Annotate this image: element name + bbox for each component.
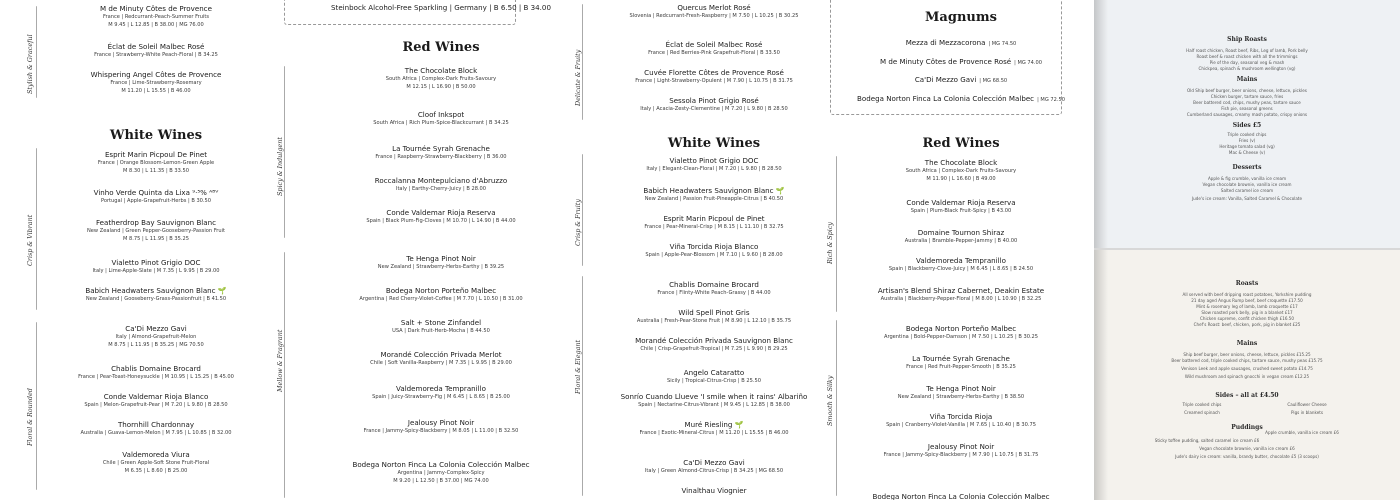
food-menu-sheet [1094,0,1400,248]
wine-price: M 8.75 | L 11.95 | B 35.25 [123,236,189,243]
wine-name: Viña Torcida Rioja [929,412,993,421]
food-menu-line: Slow roasted pork belly, pig in a blanket £17 [1201,310,1293,315]
wine-name: Vialetto Pinot Grigio DOC [669,156,759,165]
food-menu-line: Chicken supreme, confit chicken thigh £16.50 [1200,316,1294,321]
wine-item [832,384,1090,401]
wine-description: Portugal | Apple-Grapefruit-Herbs | B 30.50 [100,198,212,205]
wine-name: Éclat de Soleil Malbec Rosé [665,40,763,49]
wine-name: Bodega Norton Finca La Colonia Colección Malbec [857,94,1035,103]
wine-description: Chile | Green Apple-Soft Stone Fruit-Floral [102,460,210,467]
wine-item [310,418,572,435]
wine-description: France | Red Fruit-Pepper-Smooth | B 35.25 [906,364,1016,371]
flavour-text: Smooth & Silky [826,375,834,426]
flavour-label-floral-elegant [574,330,586,394]
wine-name: Angelo Cataratto [683,368,745,377]
wine-name: Wild Spell Pinot Gris [678,308,750,317]
wine-description: France | Lime-Strawberry-Rosemary [110,80,202,87]
wine-name: Bodega Norton Porteño Malbec [385,286,497,295]
wine-item [832,256,1090,273]
wine-description: France | Redcurrant-Peach-Summer Fruits [102,14,210,21]
food-menu-line: Fries (v) [1238,138,1256,143]
food-menu-line: Roast beef & roast chicken with all the trimmings [1196,54,1298,59]
food-menu-line: Pie of the day, seasonal veg & mash [1209,60,1285,65]
wine-item [604,280,824,297]
wine-item [604,96,824,113]
food-menu-line: All served with beef dripping roast potatoes, Yorkshire pudding [1182,292,1312,297]
food-menu-line: Beer battered cod, chips, mushy peas, tartare sauce [1193,100,1301,105]
wine-item [604,242,824,259]
food-menu-line: Cauliflower Cheese [1287,402,1327,407]
wine-name: Cuvée Florette Côtes de Provence Rosé [644,68,784,77]
wine-description: Italy | Green Almond-Citrus-Crisp | B 34.25 | MG 68.50 [644,468,784,475]
food-menu-line: Beer battered cod, triple cooked chips, tartare sauce, mushy peas £15.75 [1171,358,1323,363]
wine-description: Chile | Crisp-Grapefruit-Tropical | M 7.25 | L 9.90 | B 29.25 [640,346,788,353]
wine-name: Te Henga Pinot Noir [406,254,476,263]
wine-name: Jealousy Pinot Noir [407,418,475,427]
wine-item [832,442,1090,459]
wine-name: Chablis Domaine Brocard [669,280,759,289]
food-menu-line: Chickpea, spinach & mushroom wellington (vg) [1198,66,1296,71]
food-menu-line: 21 day aged Angus Rump beef, beef croquette £17.50 [1191,298,1303,303]
wine-description: France | Strawberry-White Peach-Floral | B 34.25 [94,52,218,59]
wine-name: Éclat de Soleil Malbec Rosé [107,42,205,51]
wine-name: The Chocolate Block [404,66,478,75]
food-menu-line: Mint & rosemary leg of lamb, lamb croquette £17 [1196,304,1298,309]
wine-description: USA | Dark Fruit-Herb-Mocha | B 44.50 [392,328,490,335]
wine-name: Chablis Domaine Brocard [111,364,201,373]
wine-description: Spain | Apple-Pear-Blossom | M 7.10 | L 9.60 | B 28.00 [645,252,783,259]
food-menu-line: Salted caramel ice cream [1220,188,1274,193]
wine-item [832,412,1090,429]
flavour-text: Stylish & Graceful [26,34,34,94]
wine-name: Babich Headwaters Sauvignon Blanc 🌱 [85,286,227,295]
wine-item [604,68,824,85]
wine-name: Esprit Marin Picpoul De Pinet [104,150,208,159]
wine-name: Jealousy Pinot Noir [927,442,995,451]
wine-name: Conde Valdemar Rioja Reserva [906,198,1016,207]
wine-description: Sicily | Tropical-Citrus-Crisp | B 25.50 [667,378,761,385]
photo-shadow [1094,0,1108,248]
wine-name: Valdemoreda Tempranillo [396,384,486,393]
magnum-item [832,91,1090,104]
food-section-heading: Sides £5 [1232,122,1262,129]
wine-item [310,176,572,193]
food-menu-line: Creamed spinach [1184,410,1220,415]
wine-name: Bodega Norton Finca La Colonia Colección Malbec [872,492,1050,500]
wine-price: | MG 68.50 [979,78,1008,84]
wine-item [604,420,824,437]
food-section-heading: Sides – all at £4.50 [1215,392,1279,399]
wine-name: Conde Valdemar Rioja Blanco [103,392,209,401]
wine-item [604,486,824,495]
wine-item [832,492,1090,500]
wine-description: France | Jammy-Spicy-Blackberry | M 7.90 | L 10.75 | B 31.75 [883,452,1039,459]
wine-name: Te Henga Pinot Noir [926,384,996,393]
wine-description: France | Exotic-Mineral-Citrus | M 11.20 | L 15.55 | B 46.00 [639,430,789,437]
wine-name: La Tournée Syrah Grenache [392,144,490,153]
flavour-text: Floral & Rounded [26,388,34,446]
wine-description: New Zealand | Strawberry-Herbs-Earthy | B 39.25 [377,264,505,271]
food-menu-line: Wild mushroom and spinach gnocchi in vegan cream £12.25 [1184,374,1310,379]
food-section-heading: Roasts [1235,280,1259,287]
wine-description: Chile | Soft Vanilla-Raspberry | M 7.35 | L 9.95 | B 29.00 [370,360,512,367]
wine-description: South Africa | Rich Plum-Spice-Blackcurrant | B 34.25 [373,120,509,127]
wine-description: France | Flinty-White Peach-Grassy | B 44.00 [657,290,771,297]
food-menu-line: Mac & Cheese (v) [1228,150,1266,155]
wine-name: Ca'Di Mezzo Gavi [125,324,187,333]
wine-item [42,450,270,475]
menu-panel-3 [574,0,826,500]
wine-item [832,354,1090,371]
wine-item [604,186,824,203]
magnum-item [832,72,1090,85]
wine-name: Thornhill Chardonnay [117,420,195,429]
wine-description: France | Pear-Toast-Honeysuckle | M 10.95 | L 15.25 | B 45.00 [78,374,234,381]
wine-price: | MG 72.50 [1037,97,1065,103]
wine-item [604,308,824,325]
wine-item [604,392,824,409]
food-menu-line: Apple & fig crumble, vanilla ice cream [1207,176,1287,181]
section-brace [36,148,37,310]
section-heading: White Wines [667,136,761,151]
wine-description: Australia | Fresh-Pear-Stone Fruit | M 8.90 | L 12.10 | B 35.75 [636,318,792,325]
wine-item [42,188,270,205]
wine-description: France | Red Berries-Pink Grapefruit-Floral | B 33.50 [648,50,780,57]
wine-description: South Africa | Complex-Dark Fruits-Savoury [905,168,1017,175]
wine-description: Spain | Cranberry-Violet-Vanilla | M 7.65 | L 10.40 | B 30.75 [886,422,1036,429]
wine-item [310,110,572,127]
wine-item [832,228,1090,245]
wine-column [604,0,824,500]
flavour-text: Spicy & Indulgent [276,137,284,196]
food-menu-line: Fish pie, seasonal greens [1221,106,1273,111]
food-menu-line: Triple cooked chips [1227,132,1267,137]
wine-item [832,286,1090,303]
wine-description: New Zealand | Passion Fruit-Pineapple-Citrus | B 40.50 [644,196,784,203]
wine-description: France | Light-Strawberry-Opulent | M 7.90 | L 10.75 | B 31.75 [635,78,793,85]
wine-name: Viña Torcida Rioja Blanco [669,242,759,251]
food-section-heading: Mains [1236,340,1258,347]
flavour-text: Crisp & Vibrant [26,214,34,266]
food-menu-line: Jude's ice cream: Vanilla, Salted Caramel & Chocolate [1191,196,1303,201]
food-menu-photo-2 [1094,250,1400,500]
section-brace [284,66,285,238]
wine-description: New Zealand | Strawberry-Herbs-Earthy | B 38.50 [897,394,1025,401]
wine-item [832,158,1090,183]
flavour-label-mellow [276,324,288,392]
wine-column [310,0,572,500]
menu-line [310,3,572,12]
wine-item [42,392,270,409]
wine-item [310,286,572,303]
wine-item [310,144,572,161]
wine-name: Featherdrop Bay Sauvignon Blanc [95,218,217,227]
wine-name: Morandé Colección Privada Sauvignon Blanc [635,336,793,345]
wine-item [310,384,572,401]
wine-item [42,324,270,349]
menu-panel-4 [826,0,1094,500]
wine-price: M 12.15 | L 16.90 | B 50.00 [406,84,476,91]
wine-description: New Zealand | Green Pepper-Gooseberry-Passion Fruit [86,228,226,235]
wine-description: South Africa | Complex-Dark Fruits-Savoury [385,76,497,83]
flavour-text: Floral & Elegant [574,339,582,394]
menu-panel-1 [0,0,272,500]
wine-description: Italy | Earthy-Cherry-Juicy | B 28.00 [395,186,487,193]
section-brace [36,322,37,490]
flavour-text: Mellow & Fragrant [276,329,284,392]
wine-item [604,336,824,353]
wine-description: Italy | Lime-Apple-Slate | M 7.35 | L 9.95 | B 29.00 [92,268,220,275]
wine-name: Sessola Pinot Grigio Rosé [669,96,759,105]
wine-name: Vinho Verde Quinta da Lixa ⁹·⁵% ᴬᴮⱽ [93,188,219,197]
wine-item [310,254,572,271]
wine-item [42,258,270,275]
wine-item [310,66,572,91]
food-menu-line: Chef's Roast: beef, chicken, pork, pig in blanket £25 [1193,322,1301,327]
wine-price: M 6.35 | L 8.60 | B 25.00 [124,468,188,475]
food-menu-line: Venison Leek and apple sausages, crushed sweet potato £14.75 [1181,366,1313,371]
wine-name: The Chocolate Block [924,158,998,167]
section-heading: Magnums [925,10,997,25]
wine-item [310,350,572,367]
wine-item [42,218,270,243]
wine-description: Spain | Juicy-Strawberry-Fig | M 6.45 | L 8.65 | B 25.00 [372,394,510,401]
wine-name: Valdemoreda Tempranillo [916,256,1006,265]
wine-name: Roccalanna Montepulciano d'Abruzzo [374,176,508,185]
wine-description: Australia | Guava-Lemon-Melon | M 7.95 | L 10.85 | B 32.00 [80,430,232,437]
wine-name: Valdemoreda Viura [122,450,190,459]
food-section-heading: Mains [1236,76,1258,83]
magnum-item [832,35,1090,48]
wine-description: Slovenia | Redcurrant-Fresh-Raspberry | M 7.50 | L 10.25 | B 30.25 [629,13,799,20]
wine-description: Spain | Nectarine-Citrus-Vibrant | M 9.45 | L 12.85 | B 38.00 [638,402,790,409]
wine-name: Babich Headwaters Sauvignon Blanc 🌱 [643,186,785,195]
flavour-text: Crisp & Fruity [574,199,582,246]
wine-description: Australia | Blackberry-Pepper-Floral | M 8.00 | L 10.90 | B 32.25 [880,296,1042,303]
wine-name: Bodega Norton Finca La Colonia Colección Malbec [352,460,530,469]
wine-item [310,318,572,335]
section-heading: White Wines [109,128,203,143]
wine-description: Italy | Almond-Grapefruit-Melon [115,334,197,341]
food-menu-line: Triple cooked chips [1182,402,1222,407]
wine-price: | MG 74.00 [1014,60,1043,66]
wine-name: Esprit Marin Picpoul de Pinet [663,214,765,223]
food-menu-line: Vegan chocolate brownie, vanilla ice cream £6 [1199,446,1295,451]
flavour-label-crisp-fruity [574,188,586,246]
wine-price: M 11.20 | L 15.55 | B 46.00 [121,88,191,95]
photo-shadow [1094,250,1108,500]
wine-description: Italy | Elegant-Clean-Floral | M 7.20 | L 9.80 | B 28.50 [646,166,782,173]
wine-column [832,0,1090,500]
wine-name: M de Minuty Côtes de Provence Rosé [879,57,1012,66]
wine-name: Mezza di Mezzacorona [905,38,986,47]
wine-description: Spain | Blackberry-Clove-Juicy | M 6.45 | L 8.65 | B 24.50 [888,266,1034,273]
wine-name: Whispering Angel Côtes de Provence [90,70,222,79]
wine-name: Quercus Merlot Rosé [677,3,751,12]
section-heading: Red Wines [922,136,1000,151]
wine-name: Conde Valdemar Rioja Reserva [386,208,496,217]
menu-line-text: Steinbock Alcohol-Free Sparkling | Germany | B 6.50 | B 34.00 [331,3,551,12]
wine-name: Salt + Stone Zinfandel [400,318,482,327]
wine-description: Argentina | Jammy-Complex-Spicy [397,470,485,477]
wine-name: La Tournée Syrah Grenache [912,354,1010,363]
wine-price: | MG 74.50 [988,41,1017,47]
wine-description: France | Orange Blossom-Lemon-Green Apple [97,160,215,167]
wine-name: Vialetto Pinot Grigio DOC [111,258,201,267]
section-brace [582,4,583,120]
wine-price: M 11.90 | L 16.60 | B 49.00 [926,176,996,183]
food-menu-line: Vegan chocolate brownie, vanilla ice cream [1202,182,1292,187]
wine-name: Bodega Norton Porteño Malbec [905,324,1017,333]
flavour-label-spicy [276,132,288,196]
wine-item [604,214,824,231]
wine-item [42,150,270,175]
food-menu-sheet [1094,250,1400,500]
section-brace [582,276,583,496]
food-menu-line: Cumberland sausages, creamy mash potato, crispy onions [1186,112,1308,117]
wine-name: Morandé Colección Privada Merlot [380,350,502,359]
food-menu-line: Old Ship beef burger, beer onions, cheese, lettuce, pickles [1187,88,1307,93]
wine-description: France | Raspberry-Strawberry-Blackberry | B 36.00 [375,154,507,161]
wine-name: Domaine Tournon Shiraz [917,228,1005,237]
flavour-label-delicate [574,40,586,106]
wine-description: Spain | Plum-Black Fruit-Spicy | B 43.00 [910,208,1012,215]
wine-item [604,458,824,475]
food-menu-line: Pigs in blankets [1291,410,1323,415]
wine-name: Artisan's Blend Shiraz Cabernet, Deakin Estate [877,286,1045,295]
wine-description: France | Pear-Mineral-Crisp | M 8.15 | L 11.10 | B 32.75 [644,224,784,231]
food-menu-line: Chicken burger, tartare sauce, fries [1210,94,1284,99]
wine-description: Argentina | Bold-Pepper-Damson | M 7.50 | L 10.25 | B 30.25 [883,334,1039,341]
section-brace [582,154,583,266]
wine-name: Vinalthau Viognier [681,486,747,495]
wine-description: France | Jammy-Spicy-Blackberry | M 8.05 | L 11.00 | B 32.50 [363,428,519,435]
wine-item [42,364,270,381]
wine-name: Cloof Inkspot [417,110,465,119]
wine-price: M 9.20 | L 12.50 | B 37.00 | MG 74.00 [393,478,489,485]
wine-description: Australia | Bramble-Pepper-Jammy | B 40.00 [904,238,1018,245]
wine-item [604,3,824,20]
wine-item [42,420,270,437]
food-menu-line: Jude's dairy ice cream: vanilla, brandy butter, chocolate £5 (3 scoops) [1175,454,1319,459]
wine-name: Ca'Di Mezzo Gavi [914,75,977,84]
wine-name: M de Minuty Côtes de Provence [100,4,212,13]
food-menu-line: Half roast chicken, Roast beef, Ribs, Leg of lamb, Pork belly [1186,48,1308,53]
food-menu-line: Heritage tomato salad (vg) [1219,144,1275,149]
wine-description: New Zealand | Gooseberry-Grass-Passionfruit | B 41.50 [85,296,227,303]
wine-description: Italy | Acacia-Zesty-Clementine | M 7.20 | L 9.80 | B 28.50 [640,106,788,113]
wine-price: M 8.75 | L 11.95 | B 35.25 | MG 70.50 [108,342,204,349]
wine-description: Spain | Melon-Grapefruit-Pear | M 7.20 | L 9.80 | B 28.50 [84,402,228,409]
food-section-heading: Puddings [1231,424,1263,431]
wine-item [832,324,1090,341]
food-section-heading: Desserts [1232,164,1262,171]
flavour-text: Rich & Spicy [826,221,834,264]
wine-name: Ca'Di Mezzo Gavi [683,458,745,467]
food-menu-line: Ship beef burger, beer onions, cheese, lettuce, pickles £15.25 [1183,352,1311,357]
section-brace [36,6,37,98]
wine-item [42,286,270,303]
wine-item [310,208,572,225]
wine-item [310,460,572,485]
wine-item [42,4,270,29]
magnum-item [832,54,1090,67]
wine-column [42,0,270,500]
wine-item [832,198,1090,215]
wine-description: Argentina | Red Cherry-Violet-Coffee | M 7.70 | L 10.50 | B 31.00 [359,296,523,303]
section-heading: Red Wines [402,40,480,55]
wine-name: Sonrío Cuando Llueve 'I smile when it rains' Albariño [620,392,808,401]
wine-item [42,42,270,59]
wine-item [42,70,270,95]
wine-item [604,368,824,385]
section-brace [284,252,285,498]
wine-price: M 9.45 | L 12.85 | B 38.00 | MG 76.00 [108,22,204,29]
wine-item [604,156,824,173]
flavour-text: Delicate & Fruity [574,49,582,106]
food-section-heading: Ship Roasts [1227,36,1267,43]
food-menu-line: Apple crumble, vanilla ice cream £6 [1265,430,1339,435]
wine-name: Muré Riesling 🌱 [684,420,744,429]
wine-description: Spain | Black Plum-Fig-Cloves | M 10.70 | L 14.90 | B 44.00 [366,218,516,225]
menu-panel-2 [272,0,574,500]
food-menu-photo-1 [1094,0,1400,248]
wine-item [604,40,824,57]
food-menu-line: Sticky toffee pudding, salted caramel ice cream £6 [1154,438,1260,443]
wine-price: M 8.30 | L 11.35 | B 33.50 [123,168,189,175]
